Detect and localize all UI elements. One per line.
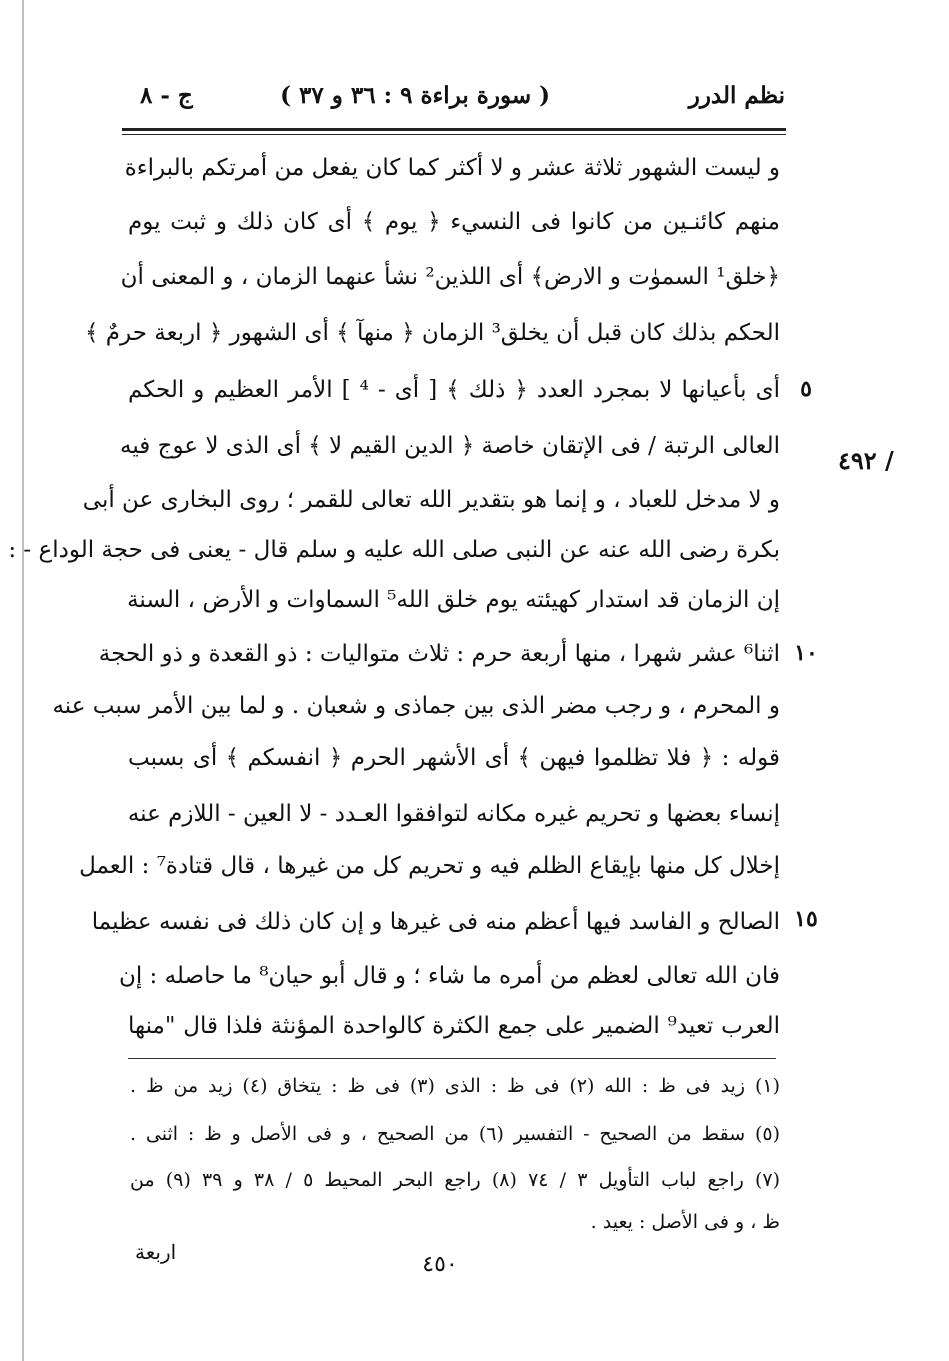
text-line: و لا مدخل للعباد ، و إنما هو بتقدير الله تعالى للقمر ؛ روى البخارى عن أبى bbox=[82, 487, 780, 513]
scan-edge-line bbox=[22, 0, 24, 1361]
text-line: الصالح و الفاسد فيها أعظم منه فى غيرها و إن كان ذلك فى نفسه عظيما bbox=[91, 909, 780, 935]
footnote-rule bbox=[128, 1058, 776, 1059]
header-rule-thin bbox=[122, 134, 786, 135]
text-line: قوله : ﴿ فلا تظلموا فيهن ﴾ أى الأشهر الحرم ﴿ انفسكم ﴾ أى بسبب bbox=[128, 745, 780, 771]
header-rule bbox=[122, 128, 786, 131]
footnote-line: ظ ، و فى الأصل : يعيد . bbox=[590, 1211, 780, 1233]
text-line: و ليست الشهور ثلاثة عشر و لا أكثر كما كان يفعل من أمرتكم بالبراءة bbox=[124, 155, 780, 181]
line-number-15: ١٥ bbox=[794, 906, 818, 932]
margin-page-reference: / ٤٩٢ bbox=[838, 446, 894, 475]
running-header bbox=[130, 82, 785, 122]
surah-reference: ( سورة براءة ٩ : ٣٦ و ٣٧ ) bbox=[280, 82, 550, 109]
text-line: و المحرم ، و رجب مضر الذى بين جماذى و شعبان . و لما بين الأمر سبب عنه bbox=[52, 693, 780, 719]
footnote-line: (٧) راجع لباب التأويل ٣ / ٧٤ (٨) راجع البحر المحيط ٥ / ٣٨ و ٣٩ (٩) من bbox=[130, 1169, 781, 1191]
footnote-line: (١) زيد فى ظ : الله (٢) فى ظ : الذى (٣) فى ظ : يتخاق (٤) زيد من ظ . bbox=[130, 1075, 781, 1097]
text-line: الحكم بذلك كان قبل أن يخلق³ الزمان ﴿ منهآ ﴾ أى الشهور ﴿ اربعة حرمٌ ﴾ bbox=[84, 320, 780, 346]
text-line: أى بأعيانها لا بمجرد العدد ﴿ ذلك ﴾ [ أى - ⁴ ] الأمر العظيم و الحكم bbox=[128, 377, 780, 403]
page-number: ٤٥٠ bbox=[422, 1252, 458, 1277]
catchword: اربعة bbox=[135, 1240, 177, 1264]
text-line: إن الزمان قد استدار كهيئته يوم خلق الله⁵ السماوات و الأرض ، السنة bbox=[127, 587, 780, 613]
line-number-5: ٥ bbox=[800, 376, 812, 402]
text-line: العالى الرتبة / فى الإتقان خاصة ﴿ الدين القيم لا ﴾ أى الذى لا عوج فيه bbox=[120, 433, 780, 459]
volume-number: ج - ٨ bbox=[140, 82, 193, 109]
text-line: إخلال كل منها بإيقاع الظلم فيه و تحريم كل من غيرها ، قال قتادة⁷ : العمل bbox=[79, 853, 780, 879]
text-line: اثنا⁶ عشر شهرا ، منها أربعة حرم : ثلاث متواليات : ذو القعدة و ذو الحجة bbox=[98, 641, 780, 667]
text-line: إنساء بعضها و تحريم غيره مكانه لتوافقوا العـدد - لا العين - اللازم عنه bbox=[127, 801, 780, 827]
footnote-line: (٥) سقط من الصحيح - التفسير (٦) من الصحيح ، و فى الأصل و ظ : اثنى . bbox=[130, 1123, 781, 1145]
text-line: العرب تعيد⁹ الضمير على جمع الكثرة كالواحدة المؤنثة فلذا قال "منها bbox=[128, 1013, 780, 1039]
text-line: منهم كائنـين من كانوا فى النسيء ﴿ يوم ﴾ أى كان ذلك و ثبت يوم bbox=[128, 209, 780, 235]
text-line: فان الله تعالى لعظم من أمره ما شاء ؛ و قال أبو حيان⁸ ما حاصله : إن bbox=[118, 963, 780, 989]
line-number-10: ١٠ bbox=[794, 640, 818, 666]
book-title: نظم الدرر bbox=[688, 82, 785, 109]
text-line: ﴿خلق¹ السموٰت و الارض﴾ أى اللذين² نشأ عنهما الزمان ، و المعنى أن bbox=[120, 264, 780, 290]
text-line: بكرة رضى الله عنه عن النبى صلى الله عليه و سلم قال - يعنى فى حجة الوداع - : bbox=[8, 537, 780, 563]
